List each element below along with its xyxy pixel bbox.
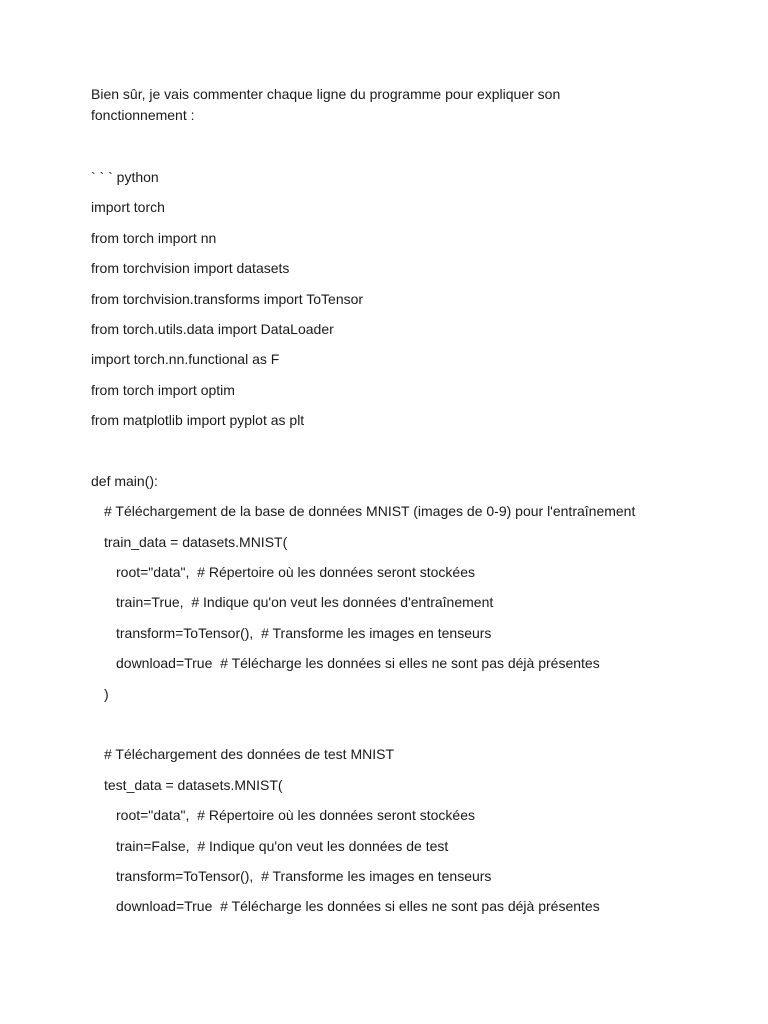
test-data-open-line: test_data = datasets.MNIST( xyxy=(104,776,283,793)
train-arg-line: download=True # Télécharge les données si elles ne sont pas déjà présentes xyxy=(116,655,600,672)
train-data-close-line: ) xyxy=(104,685,109,702)
spacer xyxy=(91,126,701,167)
import-line: from torchvision.transforms import ToTensor xyxy=(91,290,364,307)
train-arg-line: root="data", # Répertoire où les données seront stockées xyxy=(116,564,475,581)
import-line: from torchvision import datasets xyxy=(91,260,290,277)
import-line: from torch.utils.data import DataLoader xyxy=(91,320,334,337)
train-arg-line: train=True, # Indique qu'on veut les données d'entraînement xyxy=(116,594,494,611)
document-body xyxy=(91,84,701,927)
test-arg-line: root="data", # Répertoire où les données seront stockées xyxy=(116,807,475,824)
test-arg-line: transform=ToTensor(), # Transforme les images en tenseurs xyxy=(116,867,492,884)
train-arg-line: transform=ToTensor(), # Transforme les images en tenseurs xyxy=(116,624,492,641)
train-comment-line: # Téléchargement de la base de données MNIST (images de 0-9) pour l'entraînement xyxy=(104,503,636,520)
import-line: from torch import optim xyxy=(91,381,235,398)
test-arg-line: download=True # Télécharge les données si elles ne sont pas déjà présentes xyxy=(116,898,600,915)
blank-line xyxy=(91,441,701,471)
intro-paragraph: Bien sûr, je vais commenter chaque ligne du programme pour expliquer son fonctionnement : xyxy=(91,86,561,123)
train-data-open-line: train_data = datasets.MNIST( xyxy=(104,533,288,550)
test-arg-line: train=False, # Indique qu'on veut les données de test xyxy=(116,837,449,854)
import-line: import torch.nn.functional as F xyxy=(91,351,280,368)
test-comment-line: # Téléchargement des données de test MNIST xyxy=(104,746,395,763)
import-line: from torch import nn xyxy=(91,229,217,246)
import-line: import torch xyxy=(91,199,165,216)
code-fence-line: ` ` ` python xyxy=(91,169,159,185)
def-main-line: def main(): xyxy=(91,472,158,489)
blank-line xyxy=(91,714,701,744)
import-line: from matplotlib import pyplot as plt xyxy=(91,412,305,429)
